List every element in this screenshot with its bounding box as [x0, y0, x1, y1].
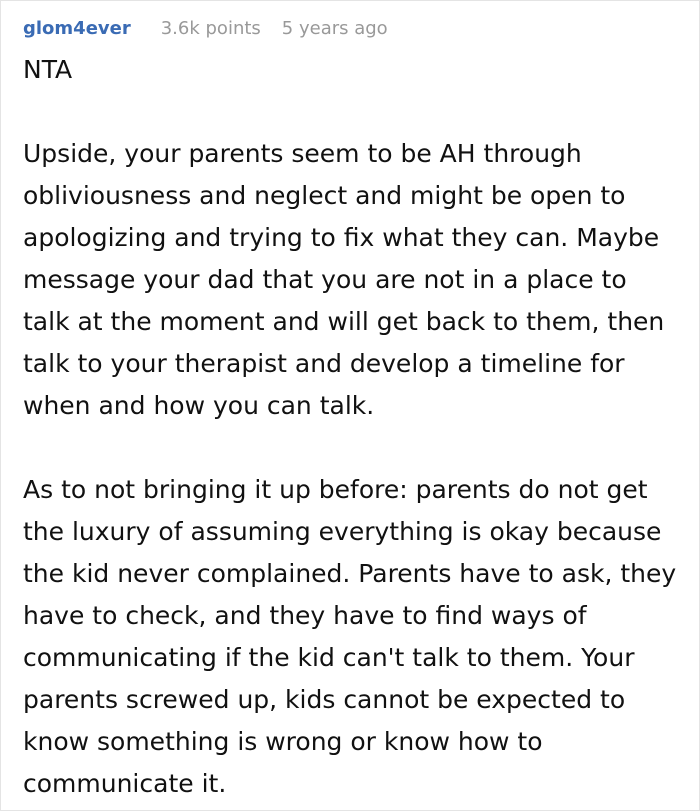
comment-meta [23, 18, 677, 48]
comment-paragraph: NTA [23, 55, 73, 84]
comment-body [23, 49, 677, 805]
comment-paragraph: Upside, your parents seem to be AH through obliviousness and neglect and might be open to apologizing and trying to fix what they can. Maybe message your dad that you are not in a place to talk at the moment and will get back to them, then talk to your therapist and develop a timeline for when and how you can talk. [23, 139, 665, 420]
author-link[interactable]: glom4ever [23, 18, 131, 39]
comment-paragraph: As to not bringing it up before: parents do not get the luxury of assuming everything is okay because the kid never complained. Parents have to ask, they have to check, and they have to find ways of communicating if the kid can't talk to them. Your parents screwed up, kids cannot be expected to know something is wrong or know how to communicate it. [23, 475, 677, 798]
timestamp: 5 years ago [281, 18, 388, 39]
points-count: 3.6k points [160, 18, 261, 39]
